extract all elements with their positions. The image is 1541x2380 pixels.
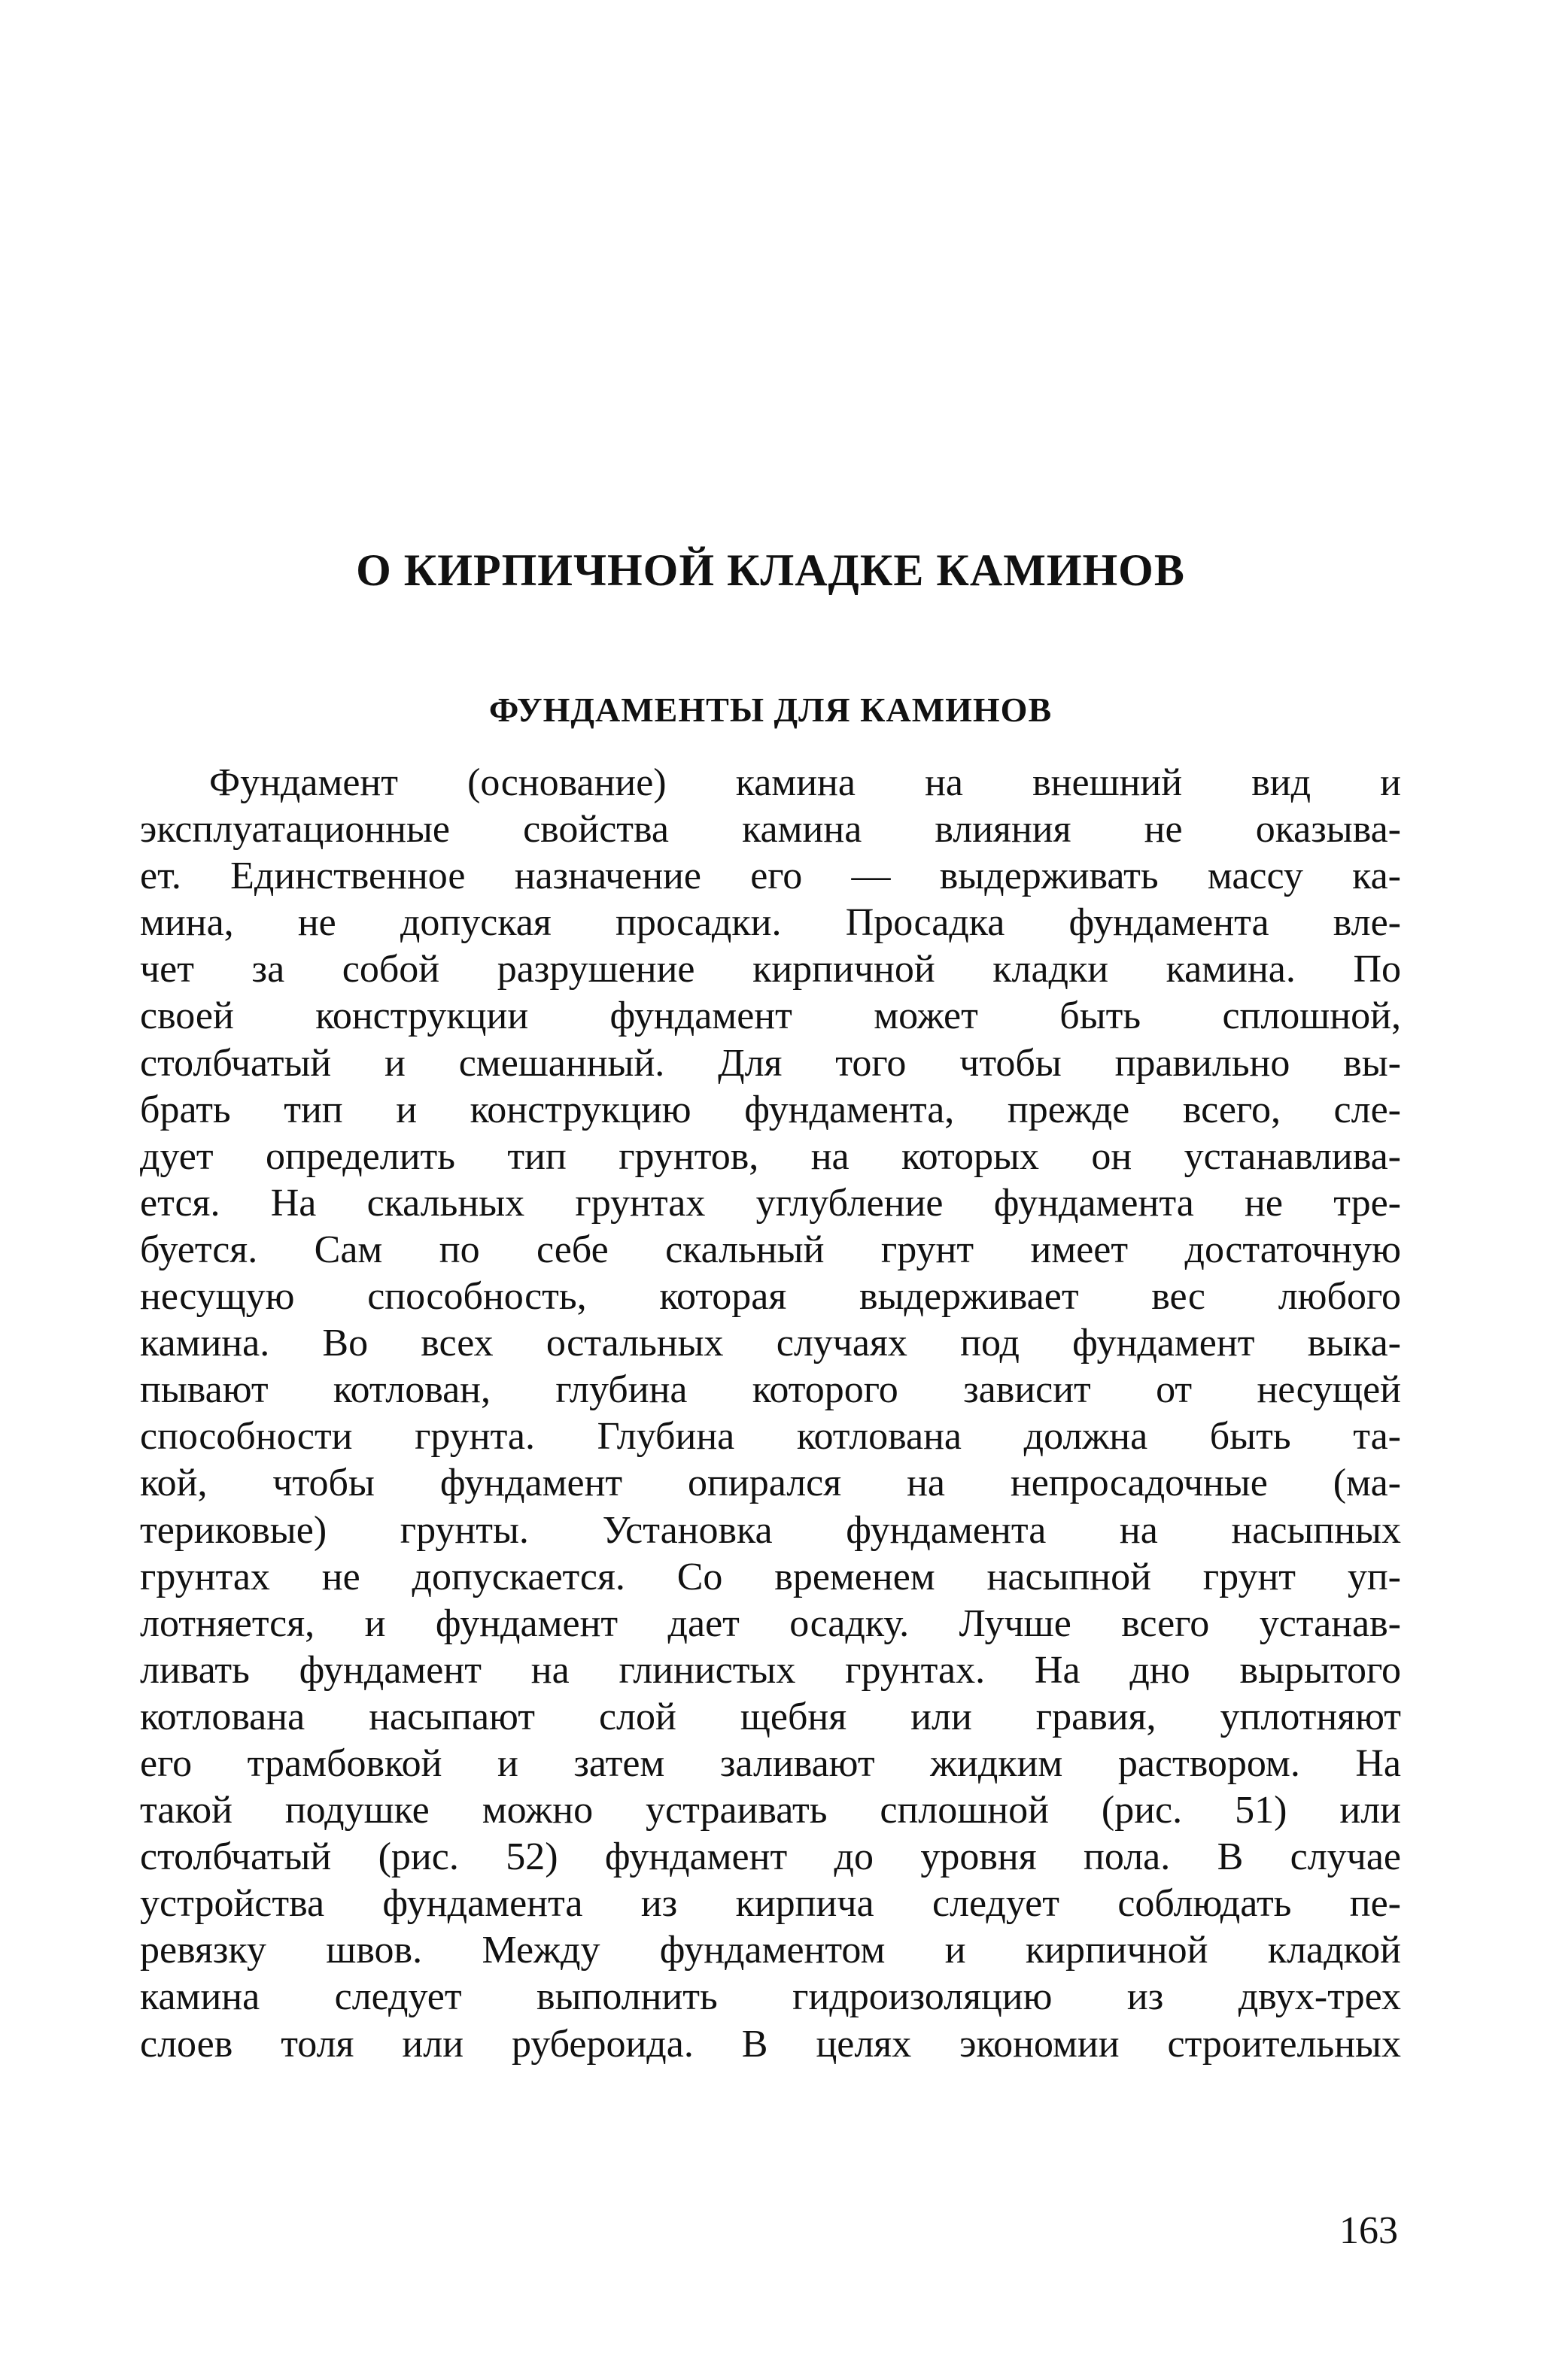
- text-line: ется. На скальных грунтах углубление фундамента не тре-: [140, 1181, 1401, 1225]
- text-line: мина, не допуская просадки. Просадка фундамента вле-: [140, 901, 1401, 945]
- text-line: столбчатый (рис. 52) фундамент до уровня пола. В случае: [140, 1835, 1401, 1879]
- text-line: брать тип и конструкцию фундамента, прежде всего, сле-: [140, 1088, 1401, 1131]
- text-line: способности грунта. Глубина котлована должна быть та-: [140, 1415, 1401, 1459]
- text-line: чет за собой разрушение кирпичной кладки камина. По: [140, 948, 1401, 991]
- text-line: пывают котлован, глубина которого зависит от несущей: [140, 1368, 1401, 1412]
- text-line: ревязку швов. Между фундаментом и кирпичной кладкой: [140, 1929, 1401, 1972]
- text-line: столбчатый и смешанный. Для того чтобы правильно вы-: [140, 1041, 1401, 1085]
- text-line: ливать фундамент на глинистых грунтах. На дно вырытого: [140, 1648, 1401, 1692]
- text-line: слоев толя или рубероида. В целях экономии строительных: [140, 2022, 1401, 2066]
- text-line: камина следует выполнить гидроизоляцию из двух-трех: [140, 1975, 1401, 2019]
- text-line: несущую способность, которая выдерживает вес любого: [140, 1275, 1401, 1319]
- text-line: его трамбовкой и затем заливают жидким раствором. На: [140, 1741, 1401, 1785]
- text-line: грунтах не допускается. Со временем насыпной грунт уп-: [140, 1555, 1401, 1598]
- text-line: лотняется, и фундамент дает осадку. Лучше всего устанав-: [140, 1601, 1401, 1645]
- text-line: своей конструкции фундамент может быть сплошной,: [140, 994, 1401, 1038]
- text-line: ет. Единственное назначение его — выдерживать массу ка-: [140, 855, 1401, 898]
- text-line: кой, чтобы фундамент опирался на непросадочные (ма-: [140, 1462, 1401, 1505]
- text-line: дует определить тип грунтов, на которых он устанавлива-: [140, 1134, 1401, 1178]
- text-line: котлована насыпают слой щебня или гравия, уплотняют: [140, 1695, 1401, 1738]
- text-line: Фундамент (основание) камина на внешний вид и: [209, 761, 1401, 804]
- text-line: териковые) грунты. Установка фундамента на насыпных: [140, 1508, 1401, 1552]
- page-number: 163: [1339, 2209, 1398, 2252]
- text-line: такой подушке можно устраивать сплошной (рис. 51) или: [140, 1789, 1401, 1832]
- section-title: ФУНДАМЕНТЫ ДЛЯ КАМИНОВ: [488, 691, 1053, 729]
- text-line: буется. Сам по себе скальный грунт имеет достаточную: [140, 1228, 1401, 1271]
- chapter-title: О КИРПИЧНОЙ КЛАДКЕ КАМИНОВ: [356, 545, 1185, 595]
- text-line: камина. Во всех остальных случаях под фундамент выка-: [140, 1322, 1401, 1365]
- text-line: эксплуатационные свойства камина влияния не оказыва-: [140, 808, 1401, 852]
- text-line: устройства фундамента из кирпича следует соблюдать пе-: [140, 1882, 1401, 1926]
- body-text: [140, 760, 1401, 2068]
